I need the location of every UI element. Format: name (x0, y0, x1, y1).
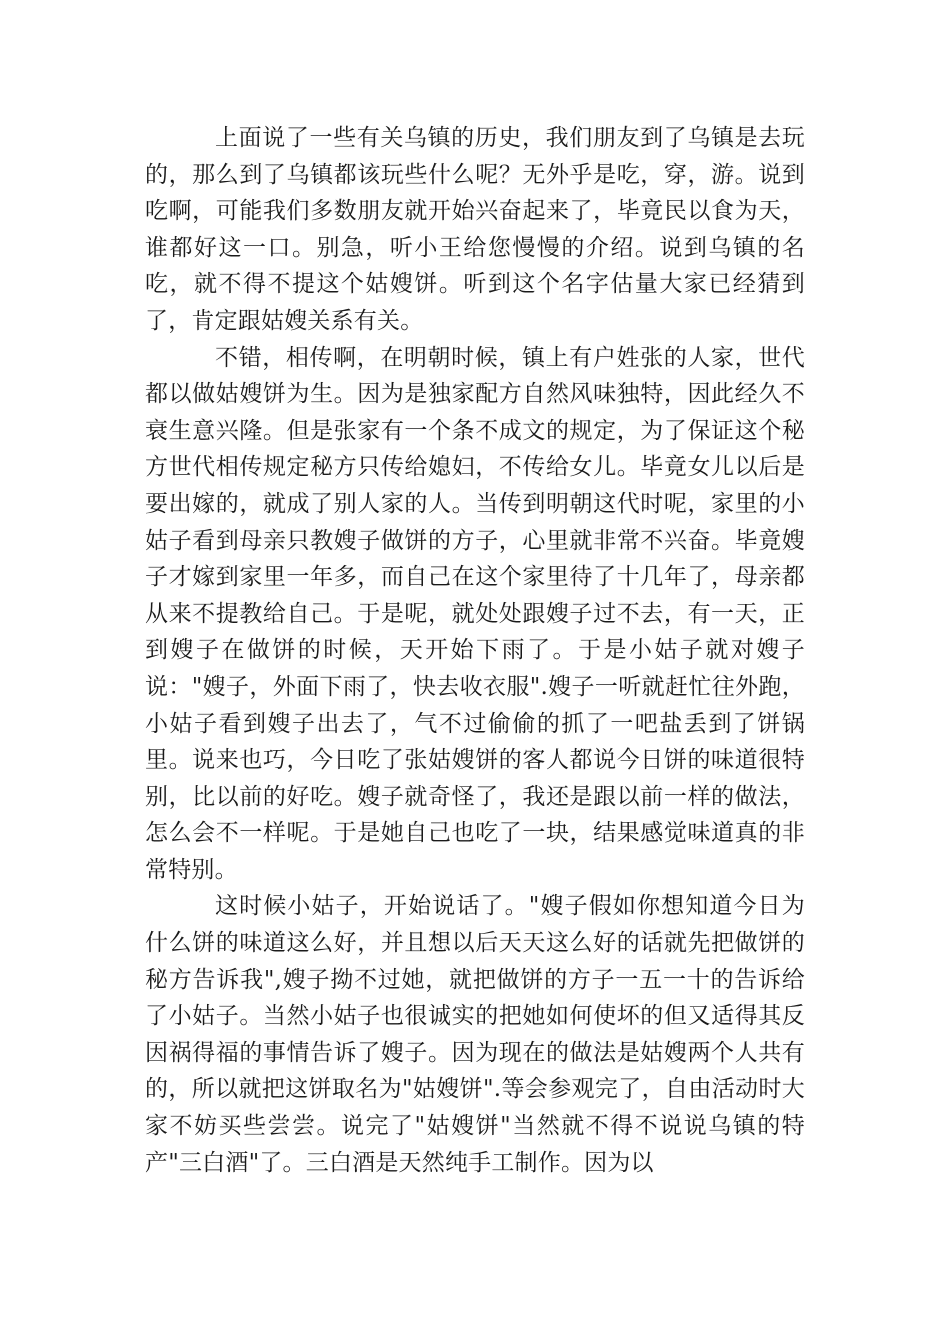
paragraph-1: 上面说了一些有关乌镇的历史，我们朋友到了乌镇是去玩的，那么到了乌镇都该玩些什么呢？无外乎是吃，穿，游。说到吃啊，可能我们多数朋友就开始兴奋起来了，毕竟民以食为天，谁都好这一口。别急，听小王给您慢慢的介绍。说到乌镇的名吃，就不得不提这个姑嫂饼。听到这个名字估量大家已经猜到了，肯定跟姑嫂关系有关。 (145, 125, 805, 334)
paragraph-2: 不错，相传啊，在明朝时候，镇上有户姓张的人家，世代都以做姑嫂饼为生。因为是独家配方自然风味独特，因此经久不衰生意兴隆。但是张家有一个条不成文的规定，为了保证这个秘方世代相传规定秘方只传给媳妇，不传给女儿。毕竟女儿以后是要出嫁的，就成了别人家的人。当传到明朝这代时呢，家里的小姑子看到母亲只教嫂子做饼的方子，心里就非常不兴奋。毕竟嫂子才嫁到家里一年多，而自己在这个家里待了十几年了，母亲都从来不提教给自己。于是呢，就处处跟嫂子过不去，有一天，正到嫂子在做饼的时候，天开始下雨了。于是小姑子就对嫂子说："嫂子，外面下雨了，快去收衣服".嫂子一听就赶忙往外跑，小姑子看到嫂子出去了，气不过偷偷的抓了一吧盐丢到了饼锅里。说来也巧，今日吃了张姑嫂饼的客人都说今日饼的味道很特别，比以前的好吃。嫂子就奇怪了，我还是跟以前一样的做法，怎么会不一样呢。于是她自己也吃了一块，结果感觉味道真的非常特别。 (145, 344, 805, 883)
paragraph-3: 这时候小姑子，开始说话了。"嫂子假如你想知道今日为什么饼的味道这么好，并且想以后天天这么好的话就先把做饼的秘方告诉我",嫂子拗不过她，就把做饼的方子一五一十的告诉给了小姑子。当然小姑子也很诚实的把她如何使坏的但又适得其反因祸得福的事情告诉了嫂子。因为现在的做法是姑嫂两个人共有的，所以就把这饼取名为"姑嫂饼".等会参观完了，自由活动时大家不妨买些尝尝。说完了"姑嫂饼"当然就不得不说说乌镇的特产"三白酒"了。三白酒是天然纯手工制作。因为以 (145, 893, 805, 1176)
document-body (145, 120, 805, 1181)
